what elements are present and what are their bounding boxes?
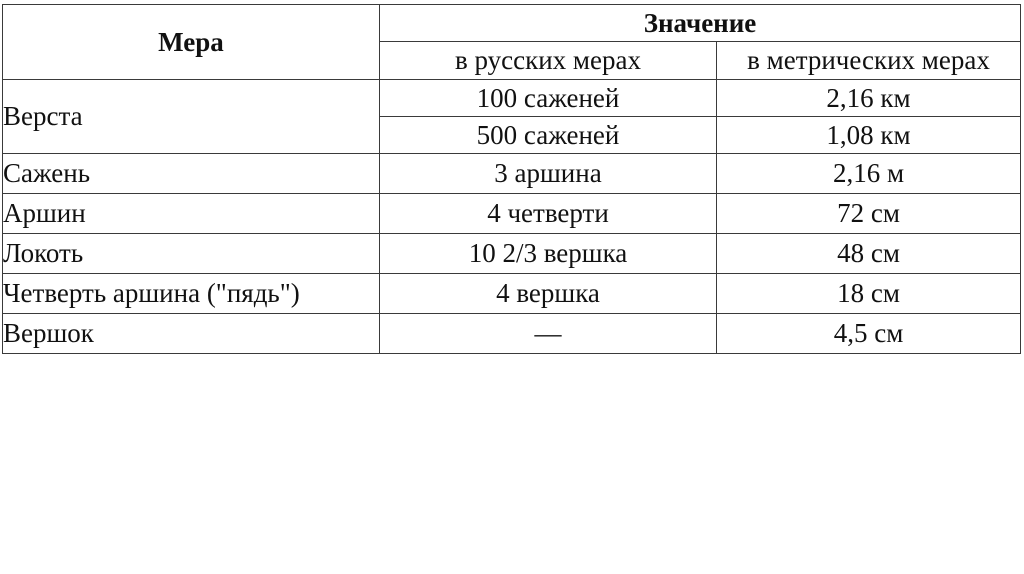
header-russian: в русских мерах (380, 42, 717, 80)
measure-name: Вершок (3, 314, 380, 354)
russian-value: — (380, 314, 717, 354)
metric-value: 72 см (717, 194, 1021, 234)
measure-name: Локоть (3, 234, 380, 274)
table-row (3, 274, 1021, 314)
metric-value: 2,16 км (717, 80, 1021, 117)
metric-value: 1,08 км (717, 117, 1021, 154)
table-row (3, 234, 1021, 274)
table-row (3, 314, 1021, 354)
metric-value: 4,5 см (717, 314, 1021, 354)
russian-value: 4 четверти (380, 194, 717, 234)
header-measure: Мера (3, 5, 380, 80)
metric-value: 48 см (717, 234, 1021, 274)
table-row (3, 154, 1021, 194)
russian-value: 10 2/3 вершка (380, 234, 717, 274)
measure-name: Сажень (3, 154, 380, 194)
metric-value: 2,16 м (717, 154, 1021, 194)
header-value: Значение (380, 5, 1021, 42)
russian-value: 500 саженей (380, 117, 717, 154)
measure-name: Аршин (3, 194, 380, 234)
russian-value: 4 вершка (380, 274, 717, 314)
russian-value: 3 аршина (380, 154, 717, 194)
table-row (3, 194, 1021, 234)
header-metric: в метрических мерах (717, 42, 1021, 80)
metric-value: 18 см (717, 274, 1021, 314)
table-row (3, 80, 1021, 117)
measure-name: Верста (3, 80, 380, 154)
units-table (2, 4, 1021, 354)
measure-name: Четверть аршина ("пядь") (3, 274, 380, 314)
russian-value: 100 саженей (380, 80, 717, 117)
